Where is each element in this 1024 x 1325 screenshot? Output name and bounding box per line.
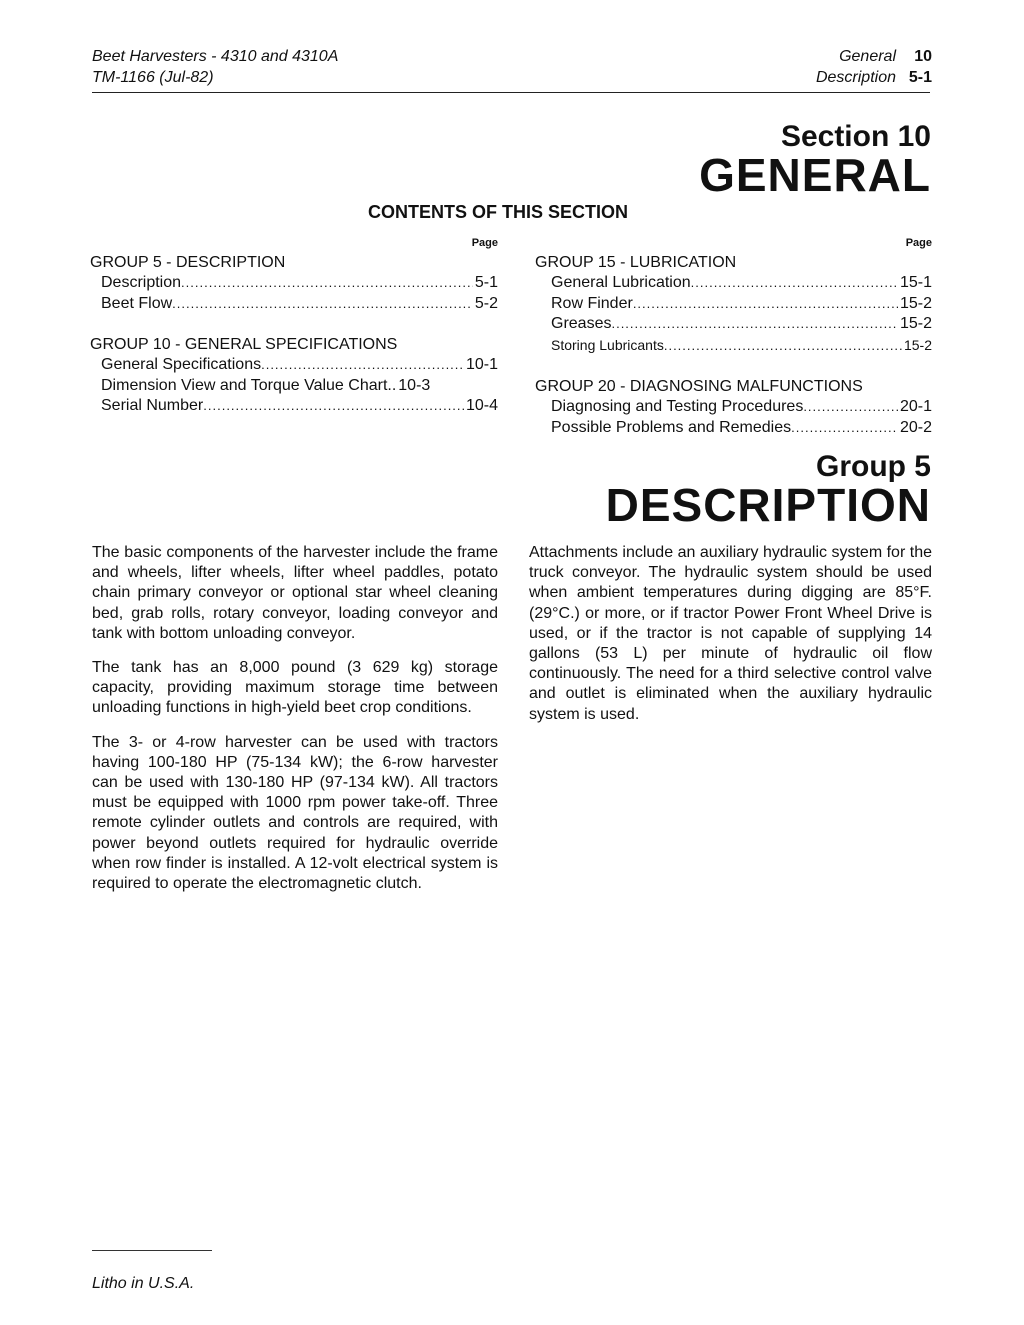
body-paragraph: The basic components of the harvester include the frame and wheels, lifter wheels, lifter wheel paddles, potato chain primary conveyor or optional star wheel cleaning bed, grab rolls, rotary conveyor, loading conveyor and tank with bottom unloading conveyor. (92, 544, 498, 642)
footer-rule (92, 1250, 212, 1251)
toc-left-column (90, 237, 498, 417)
document-title: Beet Harvesters - 4310 and 4310A (92, 48, 339, 65)
header-rule (92, 92, 930, 93)
body-paragraph: The 3- or 4-row harvester can be used with tractors having 100-180 HP (75-134 kW); the 6-row harvester can be used with 130-180 HP (97-134 kW). All tractors must be equipped with 1000 rpm power take-off. Three remote cylinder outlets and controls are required, with power beyond outlets required for hydraulic override when row finder is installed. A 12-volt electrical system is required to operate the electromagnetic clutch. (92, 733, 498, 893)
body-right-column (529, 543, 932, 739)
toc-group-title: GROUP 10 - GENERAL SPECIFICATIONS (90, 336, 398, 353)
toc-group-items (535, 397, 932, 438)
toc-item[interactable]: Diagnosing and Testing Procedures ..... 20-1 (551, 397, 932, 418)
document-code: TM-1166 (Jul-82) (92, 69, 214, 86)
body-paragraph: The tank has an 8,000 pound (3 629 kg) storage capacity, providing maximum storage time between unloading functions in high-yield beet crop conditions. (92, 659, 498, 717)
toc-group-title: GROUP 15 - LUBRICATION (535, 254, 737, 271)
group-name: DESCRIPTION (605, 479, 931, 531)
toc-page-header: Page (905, 237, 932, 249)
header-section-ref (839, 46, 932, 67)
header-section-number: 10 (914, 48, 932, 65)
header-group-ref (816, 67, 932, 88)
body-left-column (92, 543, 498, 908)
toc-group-title: GROUP 5 - DESCRIPTION (90, 254, 286, 271)
toc-item[interactable]: Serial Number ..... 10-4 (101, 396, 498, 417)
toc-item[interactable]: Possible Problems and Remedies ..... 20-2 (551, 418, 932, 439)
toc-item[interactable]: Storing Lubricants ..... 15-2 (551, 335, 932, 357)
toc-item[interactable]: Beet Flow ..... 5-2 (101, 294, 498, 315)
toc-item[interactable]: Row Finder ..... 15-2 (551, 294, 932, 315)
toc-item[interactable]: General Lubrication ..... 15-1 (551, 273, 932, 294)
toc-group-title: GROUP 20 - DIAGNOSING MALFUNCTIONS (535, 378, 863, 395)
toc-item[interactable]: General Specifications ..... 10-1 (101, 355, 498, 376)
toc-item[interactable]: Description ..... 5-1 (101, 273, 498, 294)
section-name: GENERAL (699, 149, 931, 201)
group-label: Group 5 (815, 450, 931, 483)
footer-litho: Litho in U.S.A. (92, 1275, 195, 1292)
toc-item[interactable]: Dimension View and Torque Value Chart.. 10-3 (101, 376, 431, 394)
contents-title: CONTENTS OF THIS SECTION (368, 202, 629, 222)
toc-item[interactable]: Greases ..... 15-2 (551, 314, 932, 335)
toc-group-items (535, 273, 932, 356)
toc-right-column (535, 237, 932, 438)
toc-group-items (90, 273, 498, 314)
header-group-number: 5-1 (908, 69, 932, 86)
header-group-label: Description (815, 69, 896, 86)
body-paragraph: Attachments include an auxiliary hydraulic system for the truck conveyor. The hydraulic system should be used when ambient temperatures during digging are 85°F. (29°C.) or more, or if tractor Power Front Wheel Drive is used, or if the tractor is not capable of supplying 14 gallons (53 L) per minute of hydraulic oil flow continuously. The need for a third selective control valve and outlet is eliminated when the auxiliary hydraulic system is used. (529, 544, 932, 723)
section-label: Section 10 (780, 120, 931, 153)
header-section-label: General (839, 48, 896, 65)
toc-group-items (90, 355, 498, 417)
toc-page-header: Page (471, 237, 498, 249)
